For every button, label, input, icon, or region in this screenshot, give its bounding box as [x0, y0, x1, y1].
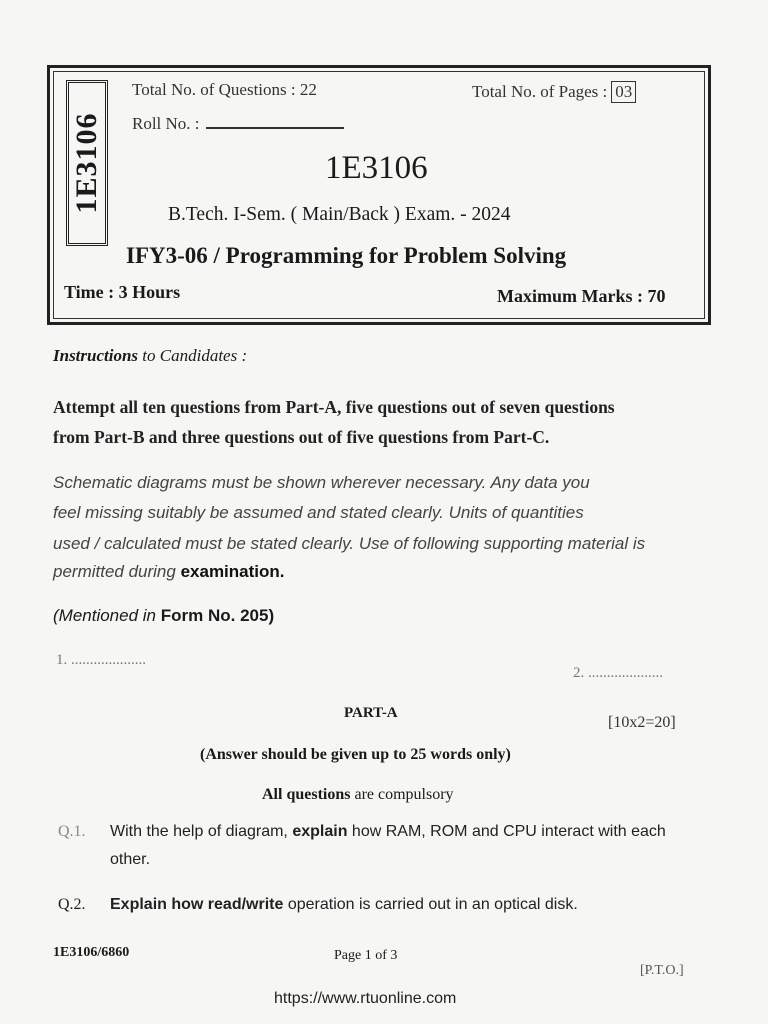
part-a-word-limit: (Answer should be given up to 25 words only)	[200, 746, 511, 763]
instruction-italic-3: used / calculated must be stated clearly. Use of following supporting material is	[53, 534, 646, 553]
page-number: Page 1 of 3	[334, 948, 398, 963]
total-pages-value: 03	[611, 81, 636, 103]
total-questions: Total No. of Questions : 22	[132, 80, 317, 99]
total-pages-label: Total No. of Pages :	[472, 82, 608, 101]
instruction-italic-4-bold: examination.	[180, 562, 285, 581]
material-blank-2: 2. ....................	[573, 665, 663, 681]
exam-line: B.Tech. I-Sem. ( Main/Back ) Exam. - 2024	[168, 204, 511, 225]
mentioned-text: (Mentioned in	[53, 606, 157, 625]
paper-code: 1E3106	[325, 150, 428, 186]
instruction-line-1: Attempt all ten questions from Part-A, five questions out of seven questions	[53, 397, 615, 417]
time-allowed: Time : 3 Hours	[64, 282, 181, 302]
side-code: 1E3106	[70, 112, 103, 214]
question-1-text	[110, 820, 666, 844]
instruction-italic-2: feel missing suitably be assumed and stated clearly. Units of quantities	[53, 503, 584, 522]
maximum-marks: Maximum Marks : 70	[497, 286, 666, 306]
subject-title: IFY3-06 / Programming for Problem Solving	[126, 243, 567, 268]
roll-no-label: Roll No. :	[132, 114, 200, 133]
instructions-title	[53, 346, 247, 366]
pto-mark: [P.T.O.]	[640, 963, 684, 978]
question-1-rest: how RAM, ROM and CPU interact with each	[351, 823, 666, 840]
footer-paper-code: 1E3106/6860	[53, 945, 130, 960]
compulsory-rest: are compulsory	[354, 786, 454, 803]
instruction-italic-1: Schematic diagrams must be shown wherever necessary. Any data you	[53, 473, 590, 492]
instructions-title-rest: to Candidates :	[142, 346, 248, 365]
source-url: https://www.rtuonline.com	[274, 990, 457, 1007]
question-2-text	[110, 893, 578, 917]
question-2-rest: operation is carried out in an optical disk.	[287, 896, 578, 913]
material-blank-1: 1. ....................	[56, 652, 146, 668]
mentioned-bold: Form No. 205)	[160, 606, 275, 625]
part-a-title: PART-A	[344, 705, 398, 721]
question-2-bold: Explain how read/write	[110, 896, 284, 913]
instruction-line-2: from Part-B and three questions out of five questions from Part-C.	[53, 427, 550, 447]
instruction-italic-4-text: permitted during	[53, 562, 176, 581]
mentioned-form	[53, 606, 274, 626]
part-a-marks: [10x2=20]	[608, 714, 676, 731]
part-a-compulsory	[262, 786, 454, 804]
question-1-number: Q.1.	[58, 823, 86, 840]
total-pages	[472, 81, 636, 103]
instructions-title-bold: Instructions	[53, 346, 139, 365]
question-2-number: Q.2.	[58, 896, 86, 913]
roll-no-line	[206, 117, 344, 129]
compulsory-bold: All questions	[262, 786, 351, 803]
question-1-bold: explain	[292, 823, 348, 840]
instruction-italic-4	[53, 562, 285, 582]
roll-no	[132, 114, 344, 134]
question-1-continued: other.	[110, 851, 151, 868]
question-1-pre: With the help of diagram,	[110, 823, 288, 840]
